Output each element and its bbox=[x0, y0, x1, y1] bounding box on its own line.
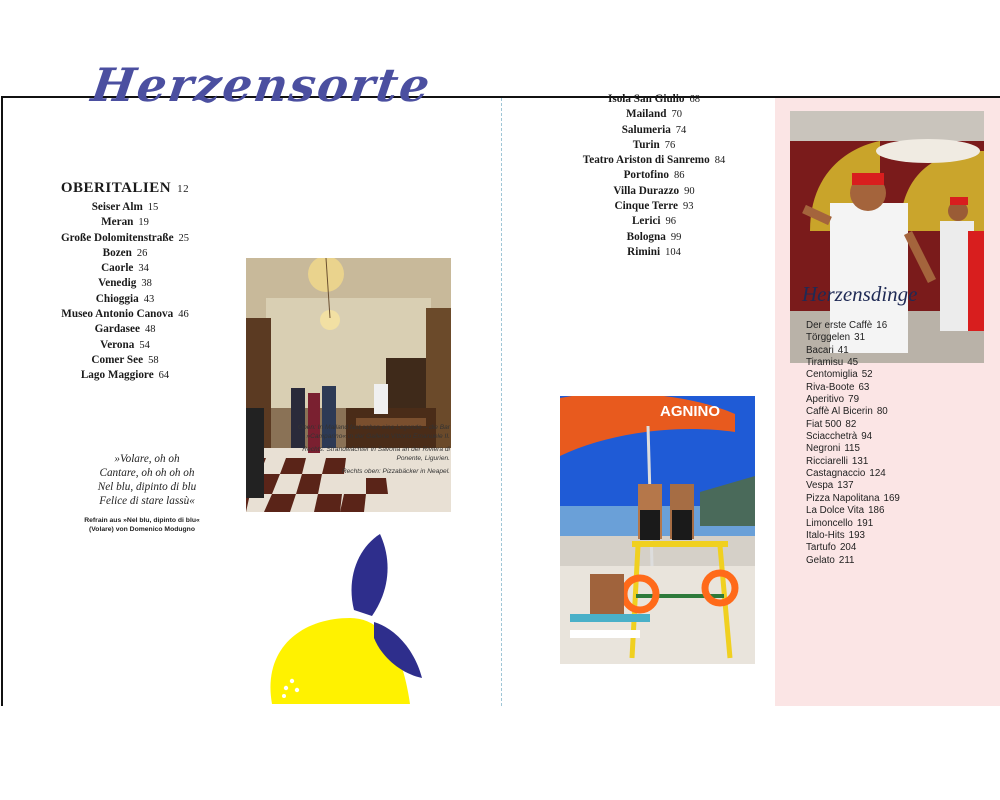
toc-entry-title: Comer See bbox=[91, 353, 144, 366]
toc-entry bbox=[40, 368, 210, 383]
herzensdinge-entry-page: 63 bbox=[858, 381, 870, 393]
herzensdinge-entry-title: Bacari bbox=[806, 344, 834, 356]
toc-entry-page: 68 bbox=[689, 94, 700, 105]
page-title: Herzensorte bbox=[88, 58, 435, 112]
herzensdinge-entry-title: Vespa bbox=[806, 480, 834, 492]
toc-entry-page: 15 bbox=[147, 202, 159, 213]
herzensdinge-entry-title: Fiat 500 bbox=[806, 418, 842, 430]
toc-entry bbox=[40, 292, 210, 307]
toc-entry bbox=[580, 199, 728, 214]
herzensdinge-entry-title: Aperitivo bbox=[806, 394, 845, 406]
toc-entry-page: 64 bbox=[158, 370, 170, 382]
toc-entry-title: Rimini bbox=[627, 245, 661, 258]
toc-entry-page: 43 bbox=[143, 293, 155, 305]
herzensdinge-entry-page: 52 bbox=[861, 369, 873, 381]
quote-line: Nel blu, dipinto di blu bbox=[97, 481, 197, 493]
toc-entry bbox=[580, 184, 728, 199]
herzensdinge-entry-title: Pizza Napolitana bbox=[806, 492, 880, 504]
toc-entry bbox=[40, 276, 210, 291]
toc-entry-title: Venedig bbox=[98, 277, 137, 290]
herzensdinge-entry-title: Törggelen bbox=[806, 332, 851, 344]
herzensdinge-entry-title: Der erste Caffè bbox=[806, 320, 873, 331]
toc-entry-page: 34 bbox=[138, 263, 149, 275]
herzensdinge-entry-title: Sciacchetrà bbox=[806, 431, 858, 443]
toc-entry-title: Caorle bbox=[101, 262, 134, 275]
toc-entry bbox=[40, 231, 210, 246]
herzensdinge-entry bbox=[806, 431, 986, 443]
herzensdinge-entry bbox=[806, 345, 986, 357]
toc-entry bbox=[580, 92, 728, 107]
herzensdinge-entry bbox=[806, 332, 986, 344]
herzensdinge-entry bbox=[806, 505, 986, 517]
herzensdinge-entry-page: 31 bbox=[854, 332, 866, 344]
toc-entry-page: 70 bbox=[671, 109, 682, 121]
photo-captions bbox=[290, 424, 450, 482]
herzensdinge-entry-page: 137 bbox=[837, 480, 854, 492]
toc-entry-title: Gardasee bbox=[94, 323, 140, 336]
toc-entry-page: 26 bbox=[136, 247, 148, 259]
herzensdinge-entry-page: 193 bbox=[848, 529, 866, 541]
toc-entry-title: Meran bbox=[101, 216, 134, 229]
toc-entry-title: Salumeria bbox=[621, 123, 671, 136]
toc-entry bbox=[580, 107, 728, 122]
herzensdinge-entry-page: 82 bbox=[845, 418, 857, 430]
herzensdinge-entry-page: 204 bbox=[839, 542, 857, 554]
umbrella-text: AGNINO bbox=[660, 403, 720, 420]
herzensdinge-entry bbox=[806, 480, 986, 492]
toc-entry-page: 84 bbox=[714, 155, 726, 167]
herzensdinge-entry-page: 16 bbox=[876, 320, 888, 331]
herzensdinge-entry bbox=[806, 555, 986, 567]
toc-entry bbox=[580, 153, 728, 168]
toc-entry-title: Cinque Terre bbox=[614, 200, 678, 213]
toc-entry-title: Bozen bbox=[102, 246, 132, 259]
region-name: OBERITALIEN bbox=[60, 180, 172, 196]
toc-entry bbox=[580, 123, 728, 138]
toc-entry-title: Verona bbox=[100, 338, 135, 351]
herzensdinge-entry-page: 124 bbox=[869, 468, 886, 480]
toc-entry bbox=[40, 246, 210, 261]
quote-source-line: (Volare) von Domenico Modugno bbox=[89, 526, 195, 533]
quote-source bbox=[52, 516, 232, 534]
toc-entry bbox=[40, 215, 210, 230]
region-page: 12 bbox=[177, 183, 190, 195]
herzensdinge-entry-page: 191 bbox=[856, 517, 874, 529]
toc-entry-page: 104 bbox=[665, 246, 681, 258]
beach-photo bbox=[560, 396, 755, 664]
toc-entry bbox=[40, 307, 210, 322]
toc-entry-page: 99 bbox=[670, 231, 682, 243]
toc-entry-page: 19 bbox=[138, 217, 149, 229]
toc-entry bbox=[40, 261, 210, 276]
page-gutter bbox=[501, 98, 502, 706]
herzensdinge-entry-title: Caffè Al Bicerin bbox=[806, 406, 873, 418]
herzensdinge-entry-title: Tartufo bbox=[806, 542, 836, 554]
caption-right: Rechts: Strandwächter in Savona an der Riviera di Ponente, Ligurien. bbox=[302, 446, 450, 462]
herzensdinge-entry-title: Limoncello bbox=[806, 517, 853, 529]
places-list-right bbox=[580, 92, 728, 260]
song-quote bbox=[52, 452, 242, 508]
herzensdinge-entry bbox=[806, 468, 986, 480]
toc-entry-title: Teatro Ariston di Sanremo bbox=[582, 154, 710, 167]
herzensdinge-entry bbox=[806, 320, 986, 332]
quote-line: »Volare, oh oh bbox=[114, 453, 180, 465]
quote-line: Felice di stare lassù« bbox=[99, 495, 195, 507]
region-heading bbox=[40, 180, 210, 197]
herzensdinge-entry-page: 94 bbox=[861, 431, 873, 443]
toc-entry bbox=[580, 214, 728, 229]
toc-entry-page: 76 bbox=[664, 139, 676, 151]
toc-entry-page: 46 bbox=[178, 309, 189, 321]
herzensdinge-entry-title: Gelato bbox=[806, 554, 835, 566]
toc-entry bbox=[580, 138, 728, 153]
toc-entry-page: 58 bbox=[148, 354, 159, 366]
herzensdinge-entry-page: 79 bbox=[848, 394, 860, 406]
toc-entry bbox=[580, 230, 728, 245]
herzensdinge-entry-page: 80 bbox=[876, 406, 888, 418]
toc-right bbox=[580, 92, 728, 260]
toc-entry bbox=[40, 322, 210, 337]
herzensdinge-entry-title: Riva-Boote bbox=[806, 381, 855, 393]
toc-entry-page: 93 bbox=[683, 201, 694, 213]
places-list-left bbox=[40, 200, 210, 384]
herzensdinge-entry-page: 131 bbox=[851, 455, 869, 467]
toc-entry-title: Bologna bbox=[626, 230, 666, 243]
herzensdinge-entry-page: 45 bbox=[847, 357, 859, 369]
caption-top: Oben: In Mailand fast schon eine Legende – die Bar »Camparino« in der Galleria Vittorio Emanuele II. bbox=[297, 424, 450, 440]
herzensdinge-entry bbox=[806, 518, 986, 530]
herzensdinge-entry-page: 41 bbox=[837, 344, 849, 356]
toc-entry-page: 74 bbox=[675, 124, 687, 136]
toc-entry-page: 25 bbox=[178, 232, 190, 244]
toc-entry bbox=[580, 168, 728, 183]
toc-entry-title: Isola San Giulio bbox=[608, 93, 685, 105]
toc-left bbox=[40, 180, 210, 384]
toc-entry-title: Seiser Alm bbox=[91, 201, 143, 213]
caption-right-top: Rechts oben: Pizzabäcker in Neapel. bbox=[341, 468, 450, 476]
quote-line: Cantare, oh oh oh oh bbox=[99, 467, 195, 479]
herzensdinge-entry-title: Tiramisu bbox=[806, 357, 844, 369]
toc-entry-page: 86 bbox=[673, 170, 685, 182]
toc-entry bbox=[40, 200, 210, 215]
herzensdinge-entry bbox=[806, 406, 986, 418]
herzensdinge-entry bbox=[806, 357, 986, 369]
toc-entry-title: Chioggia bbox=[95, 292, 139, 305]
toc-entry-title: Museo Antonio Canova bbox=[61, 308, 174, 321]
toc-entry-title: Villa Durazzo bbox=[613, 184, 680, 197]
herzensdinge-entry-title: Italo-Hits bbox=[806, 529, 845, 541]
herzensdinge-entry bbox=[806, 419, 986, 431]
herzensdinge-entry bbox=[806, 369, 986, 381]
herzensdinge-entry bbox=[806, 443, 986, 455]
toc-entry-title: Mailand bbox=[626, 108, 667, 121]
toc-entry-page: 90 bbox=[684, 185, 695, 197]
toc-entry-title: Lerici bbox=[631, 215, 661, 228]
beach-photo-image bbox=[560, 396, 755, 664]
toc-entry-page: 38 bbox=[141, 278, 152, 290]
herzensdinge-entry-title: Ricciarelli bbox=[806, 455, 848, 467]
toc-entry-title: Portofino bbox=[623, 169, 669, 182]
herzensdinge-entry bbox=[806, 456, 986, 468]
lemon-illustration bbox=[262, 498, 432, 704]
toc-entry-page: 54 bbox=[139, 339, 150, 351]
herzensdinge-entry-title: Castagnaccio bbox=[806, 468, 866, 480]
toc-entry bbox=[40, 338, 210, 353]
toc-entry bbox=[580, 245, 728, 260]
herzensdinge-entry-page: 186 bbox=[868, 505, 885, 517]
herzensdinge-title: Herzensdinge bbox=[802, 282, 918, 306]
toc-entry-title: Große Dolomitenstraße bbox=[60, 231, 174, 244]
toc-entry-title: Lago Maggiore bbox=[80, 369, 154, 382]
herzensdinge-entry-title: La Dolce Vita bbox=[806, 505, 865, 517]
herzensdinge-entry bbox=[806, 530, 986, 542]
herzensdinge-entry-title: Centomiglia bbox=[806, 369, 858, 381]
herzensdinge-entry-page: 211 bbox=[838, 554, 855, 566]
herzensdinge-list bbox=[806, 320, 986, 567]
herzensdinge-entry bbox=[806, 382, 986, 394]
quote-source-line: Refrain aus »Nel blu, dipinto di blu« bbox=[84, 517, 200, 524]
toc-entry-page: 96 bbox=[665, 216, 677, 228]
herzensdinge-entry bbox=[806, 542, 986, 554]
herzensdinge-entry-page: 115 bbox=[844, 443, 860, 455]
herzensdinge-entry-title: Negroni bbox=[806, 443, 841, 455]
toc-entry-page: 48 bbox=[144, 324, 156, 336]
herzensdinge-entry-page: 169 bbox=[883, 492, 900, 504]
toc-entry bbox=[40, 353, 210, 368]
toc-entry-title: Turin bbox=[632, 138, 660, 151]
herzensdinge-entry bbox=[806, 394, 986, 406]
herzensdinge-entry bbox=[806, 493, 986, 505]
